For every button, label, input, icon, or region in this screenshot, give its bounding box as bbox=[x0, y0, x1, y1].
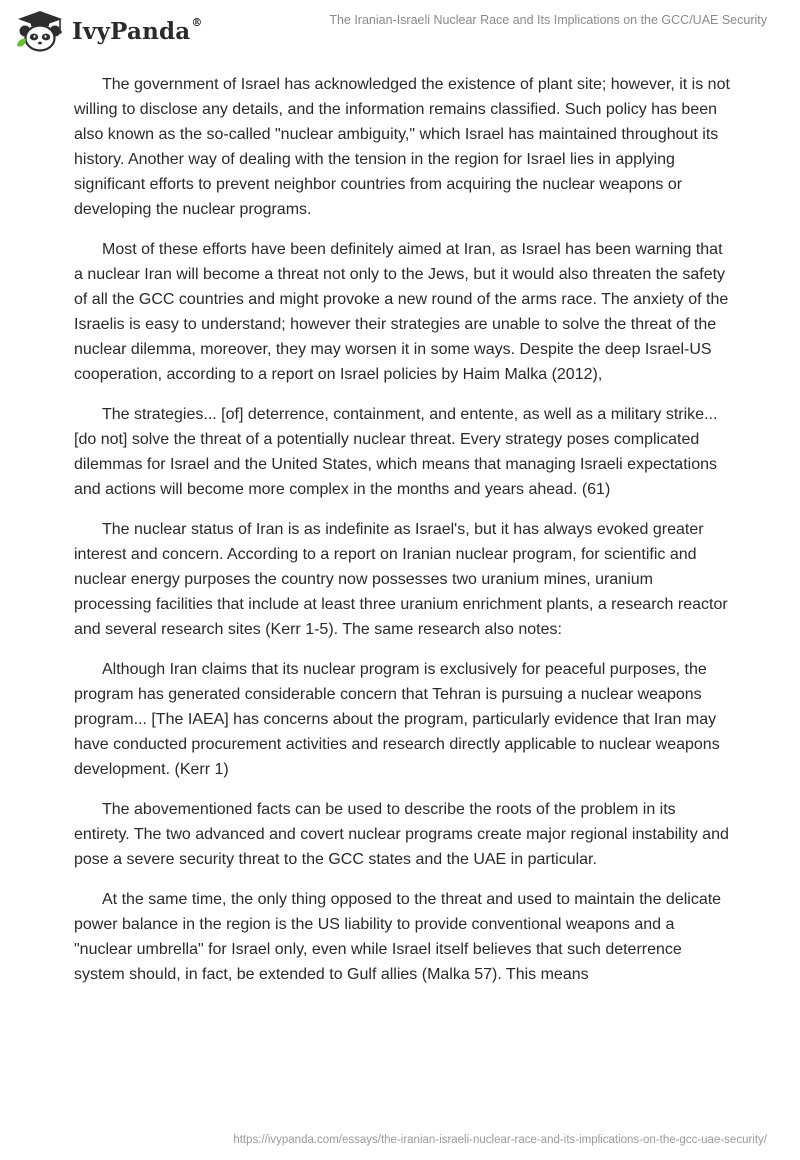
brand-wordmark: IvyPanda bbox=[72, 17, 191, 45]
paragraph: The abovementioned facts can be used to describe the roots of the problem in its entirety. The two advanced and covert nuclear programs create major regional instability and pose a severe security threat to the GCC states and the UAE in particular. bbox=[74, 801, 729, 868]
paragraph: At the same time, the only thing opposed to the threat and used to maintain the delicate power balance in the region is the US liability to provide conventional weapons and a "nuclear umbrella" for Israel only, even while Israel itself believes that such deterrence system should, in fact, be extended to Gulf allies (Malka 57). This means bbox=[74, 891, 722, 983]
page-header bbox=[0, 0, 800, 60]
block-quote: Although Iran claims that its nuclear program is exclusively for peaceful purposes, the program has generated considerable concern that Tehran is pursuing a nuclear weapons program... [The IAEA] has concerns about the program, particularly evidence that Iran may have conducted procurement activities and research directly applicable to nuclear weapons development. (Kerr 1) bbox=[74, 661, 720, 778]
brand-name bbox=[72, 15, 203, 45]
paragraph: The government of Israel has acknowledged the existence of plant site; however, it is not willing to disclose any details, and the information remains classified. Such policy has been also known as the so-called "nuclear ambiguity," which Israel has maintained throughout its history. Another way of dealing with the tension in the region for Israel lies in applying significant efforts to prevent neighbor countries from acquiring the nuclear weapons or developing the nuclear programs. bbox=[74, 76, 730, 218]
ivypanda-logo[interactable] bbox=[14, 9, 203, 53]
document-title: The Iranian-Israeli Nuclear Race and Its Implications on the GCC/UAE Security bbox=[329, 13, 767, 27]
panda-graduate-icon bbox=[14, 9, 66, 53]
essay-body bbox=[74, 72, 734, 1002]
registered-mark: ® bbox=[191, 15, 203, 29]
paragraph: Most of these efforts have been definitely aimed at Iran, as Israel has been warning that a nuclear Iran will become a threat not only to the Jews, but it would also threaten the safety of all the GCC countries and might provoke a new round of the arms race. The anxiety of the Israelis is easy to understand; however their strategies are unable to solve the threat of the nuclear dilemma, moreover, they may worsen it in some ways. Despite the deep Israel-US cooperation, according to a report on Israel policies by Haim Malka (2012), bbox=[74, 241, 729, 383]
paragraph: The nuclear status of Iran is as indefinite as Israel's, but it has always evoked greater interest and concern. According to a report on Iranian nuclear program, for scientific and nuclear energy purposes the country now possesses two uranium mines, uranium processing facilities that include at least three uranium enrichment plants, a research reactor and several research sites (Kerr 1-5). The same research also notes: bbox=[74, 521, 728, 638]
source-url-link[interactable]: https://ivypanda.com/essays/the-iranian-israeli-nuclear-race-and-its-implications-on-the-gcc-uae-security/ bbox=[233, 1134, 767, 1146]
block-quote: The strategies... [of] deterrence, containment, and entente, as well as a military strike... [do not] solve the threat of a potentially nuclear threat. Every strategy poses complicated dilemmas for Israel and the United States, which means that managing Israeli expectations and actions will become more complex in the months and years ahead. (61) bbox=[74, 406, 718, 498]
